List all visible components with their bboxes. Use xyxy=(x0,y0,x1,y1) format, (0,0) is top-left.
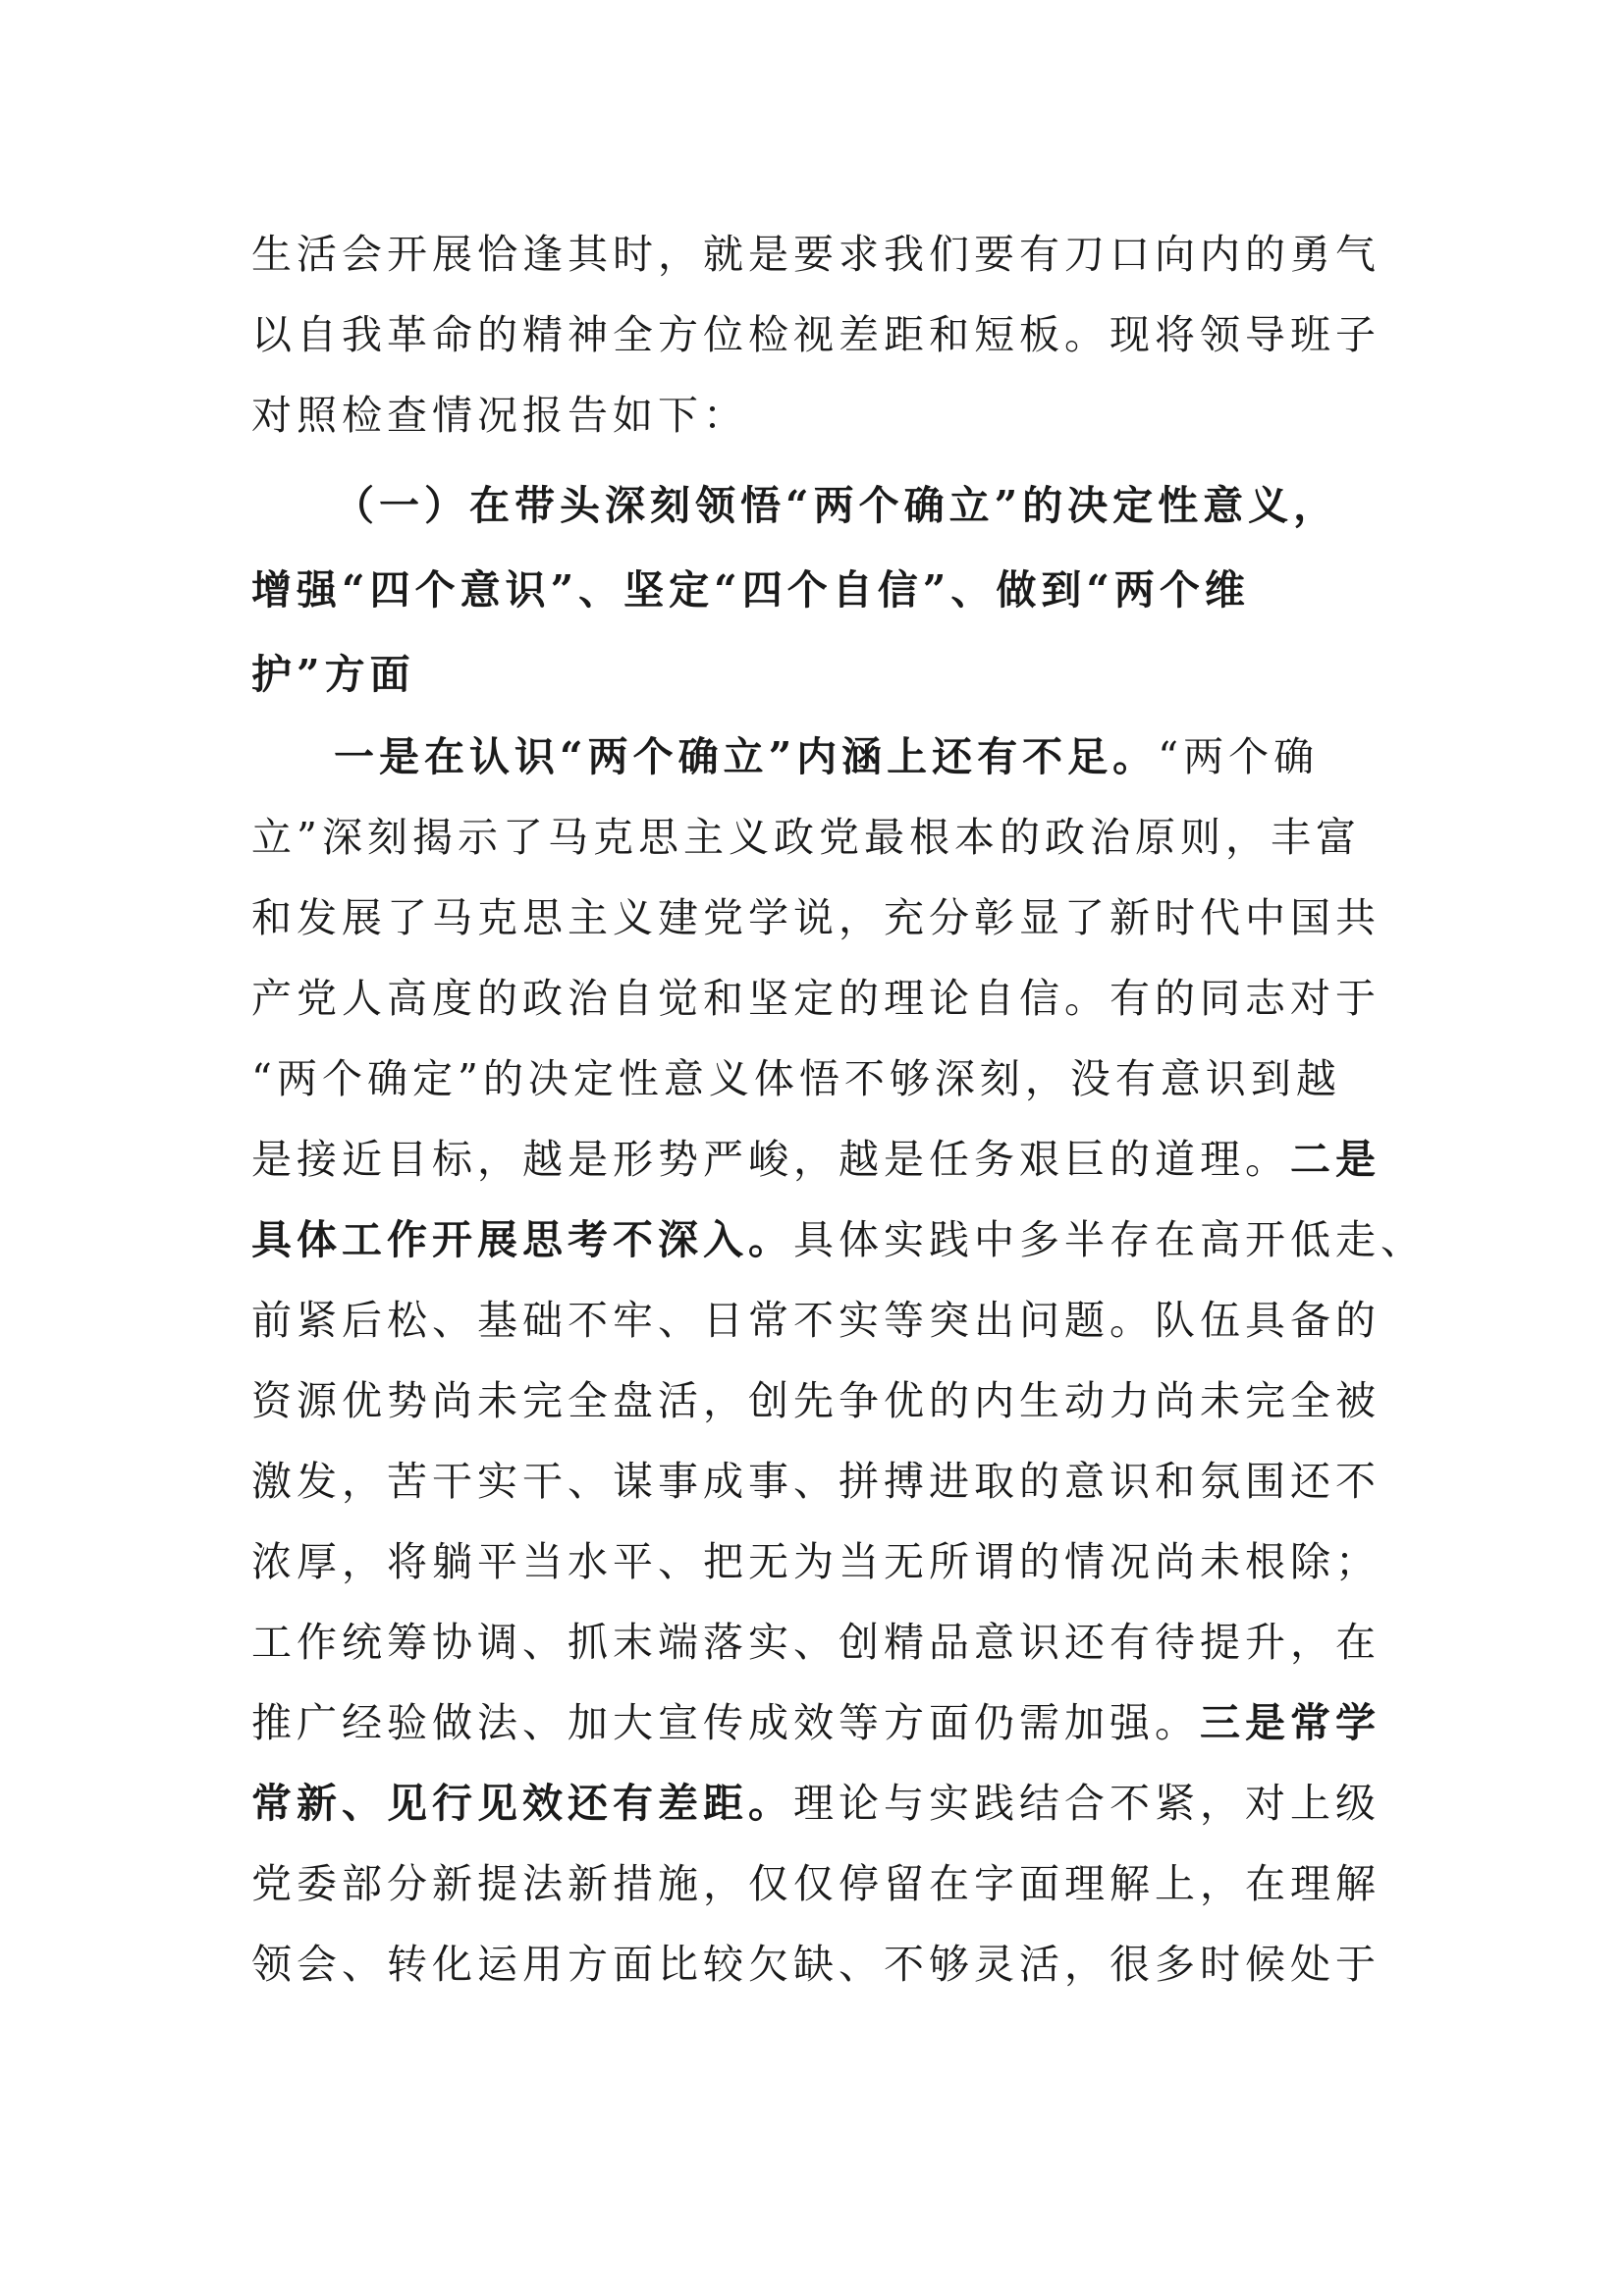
paragraph-line xyxy=(251,1763,1390,1843)
section-heading-line: 增强“四个意识”、坚定“四个自信”、做到“两个维 xyxy=(251,566,1250,614)
paragraph-line: 产党人高度的政治自觉和坚定的理论自信。有的同志对于 xyxy=(251,975,1380,1022)
paragraph-line: 浓厚，将躺平当水平、把无为当无所谓的情况尚未根除； xyxy=(251,1538,1380,1585)
point-three-title: 三是常学 xyxy=(1200,1699,1380,1746)
point-two-title: 二是 xyxy=(1290,1136,1380,1183)
paragraph-text: 是接近目标，越是形势严峻，越是任务艰巨的道理。 xyxy=(251,1136,1290,1183)
intro-line: 以自我革命的精神全方位检视差距和短板。现将领导班子 xyxy=(251,311,1380,358)
section-heading-line: 护”方面 xyxy=(251,651,415,698)
point-one-title: 一是在认识“两个确立”内涵上还有不足。 xyxy=(334,733,1159,780)
paragraph-line: 领会、转化运用方面比较欠缺、不够灵活，很多时候处于 xyxy=(251,1941,1380,1988)
intro-line: 对照检查情况报告如下： xyxy=(251,392,748,439)
paragraph-line: “两个确定”的决定性意义体悟不够深刻，没有意识到越 xyxy=(251,1055,1341,1102)
paragraph-line xyxy=(251,1200,1426,1280)
paragraph-text: 推广经验做法、加大宣传成效等方面仍需加强。 xyxy=(251,1699,1200,1746)
paragraph-line: 激发，苦干实干、谋事成事、拼搏进取的意识和氛围还不 xyxy=(251,1458,1380,1505)
paragraph-line: 和发展了马克思主义建党学说，充分彰显了新时代中国共 xyxy=(251,894,1380,941)
paragraph-line: 工作统筹协调、抓末端落实、创精品意识还有待提升，在 xyxy=(251,1619,1380,1666)
point-three-title: 常新、见行见效还有差距。 xyxy=(251,1780,793,1827)
document-body xyxy=(251,214,1426,2004)
paragraph-line xyxy=(251,717,1390,797)
paragraph-line xyxy=(251,1682,1390,1763)
paragraph-line: 党委部分新提法新措施，仅仅停留在字面理解上，在理解 xyxy=(251,1860,1380,1907)
paragraph-text: “两个确 xyxy=(1158,733,1320,780)
paragraph-line xyxy=(251,1119,1390,1200)
point-two-title: 具体工作开展思考不深入。 xyxy=(251,1216,793,1263)
intro-line: 生活会开展恰逢其时，就是要求我们要有刀口向内的勇气 xyxy=(251,231,1380,278)
paragraph-line: 前紧后松、基础不牢、日常不实等突出问题。队伍具备的 xyxy=(251,1297,1380,1344)
paragraph-line: 立”深刻揭示了马克思主义政党最根本的政治原则，丰富 xyxy=(251,814,1361,861)
paragraph-line: 资源优势尚未完全盘活，创先争优的内生动力尚未完全被 xyxy=(251,1377,1380,1424)
paragraph-text: 理论与实践结合不紧，对上级 xyxy=(793,1780,1380,1827)
section-heading-line: （一）在带头深刻领悟“两个确立”的决定性意义， xyxy=(334,482,1339,529)
paragraph-text: 具体实践中多半存在高开低走、 xyxy=(793,1216,1426,1263)
